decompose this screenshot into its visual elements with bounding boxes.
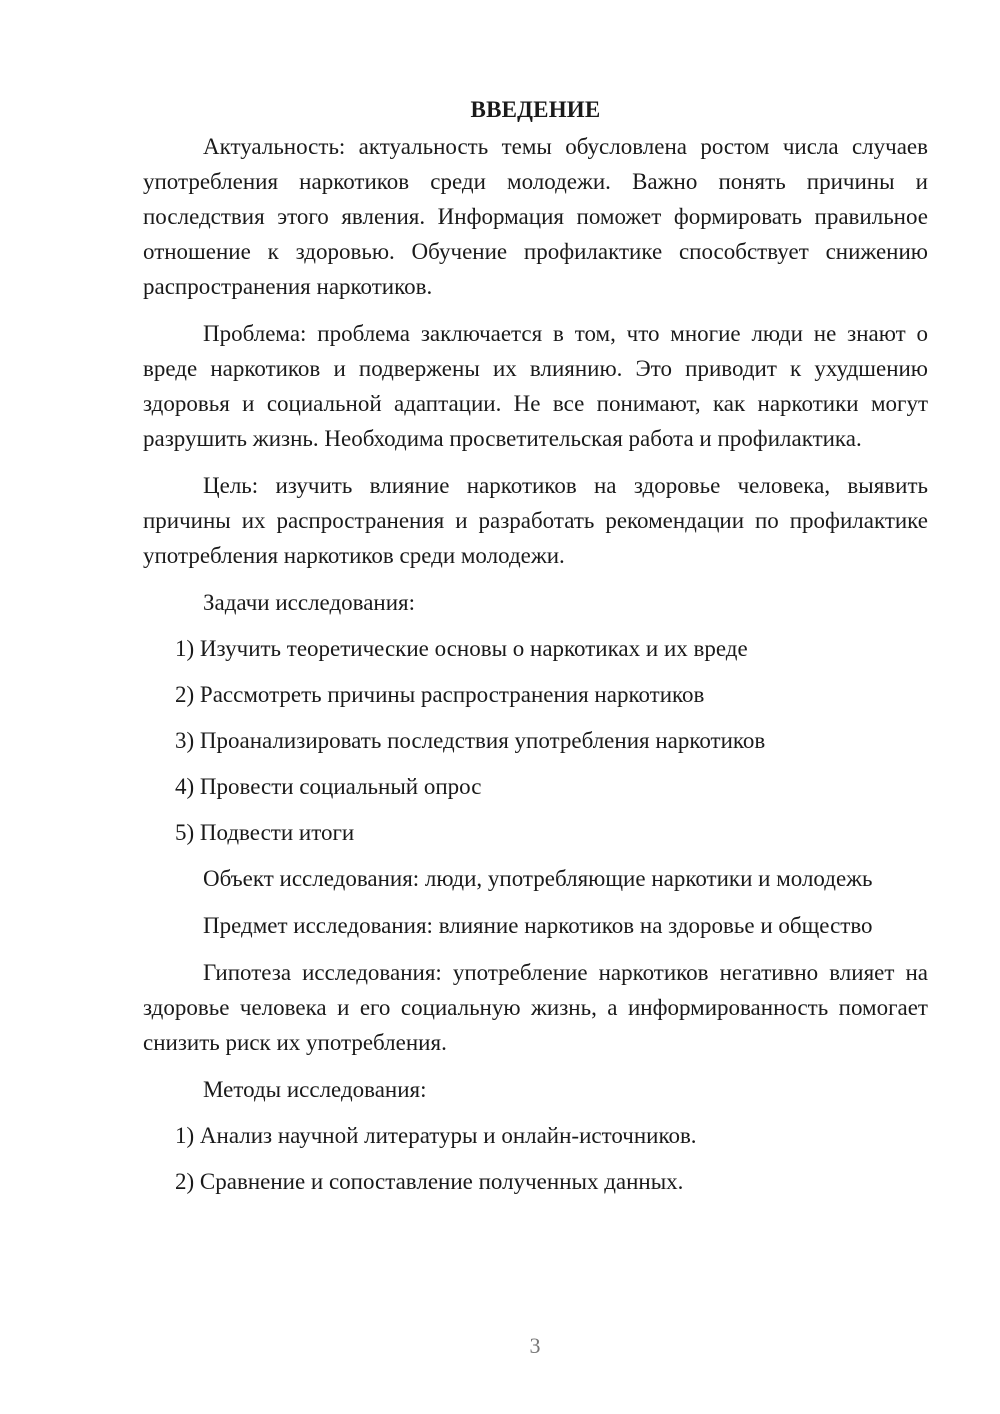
task-item: 5) Подвести итоги — [175, 820, 355, 845]
methods-label: Методы исследования: — [203, 1077, 427, 1102]
problem-paragraph: Проблема: проблема заключается в том, что многие люди не знают о вреде наркотиков и подвержены их влиянию. Это приводит к ухудшению здоровья и социальной адаптации. Не все понимают, как наркотики могут разрушить жизнь. Необходима просветительская работа и профилактика. — [143, 321, 928, 451]
section-heading: ВВЕДЕНИЕ — [470, 97, 601, 122]
page-number: 3 — [529, 1333, 541, 1358]
subject-paragraph: Предмет исследования: влияние наркотиков на здоровье и общество — [203, 913, 873, 938]
hypothesis-paragraph: Гипотеза исследования: употребление наркотиков негативно влияет на здоровье человека и его социальную жизнь, а информированность помогает снизить риск их употребления. — [143, 960, 928, 1055]
task-item: 2) Рассмотреть причины распространения наркотиков — [175, 682, 705, 707]
task-item: 4) Провести социальный опрос — [175, 774, 482, 799]
object-paragraph: Объект исследования: люди, употребляющие наркотики и молодежь — [203, 866, 873, 891]
task-item: 3) Проанализировать последствия употребления наркотиков — [175, 728, 766, 753]
method-item: 2) Сравнение и сопоставление полученных данных. — [175, 1169, 684, 1194]
task-item: 1) Изучить теоретические основы о наркотиках и их вреде — [175, 636, 748, 661]
page-content — [143, 92, 928, 1210]
tasks-label: Задачи исследования: — [203, 590, 416, 615]
goal-paragraph: Цель: изучить влияние наркотиков на здоровье человека, выявить причины их распространения и разработать рекомендации по профилактике употребления наркотиков среди молодежи. — [143, 473, 928, 568]
relevance-paragraph: Актуальность: актуальность темы обусловлена ростом числа случаев употребления наркотиков среди молодежи. Важно понять причины и последствия этого явления. Информация поможет формировать правильное отношение к здоровью. Обучение профилактике способствует снижению распространения наркотиков. — [143, 134, 928, 299]
method-item: 1) Анализ научной литературы и онлайн-источников. — [175, 1123, 697, 1148]
